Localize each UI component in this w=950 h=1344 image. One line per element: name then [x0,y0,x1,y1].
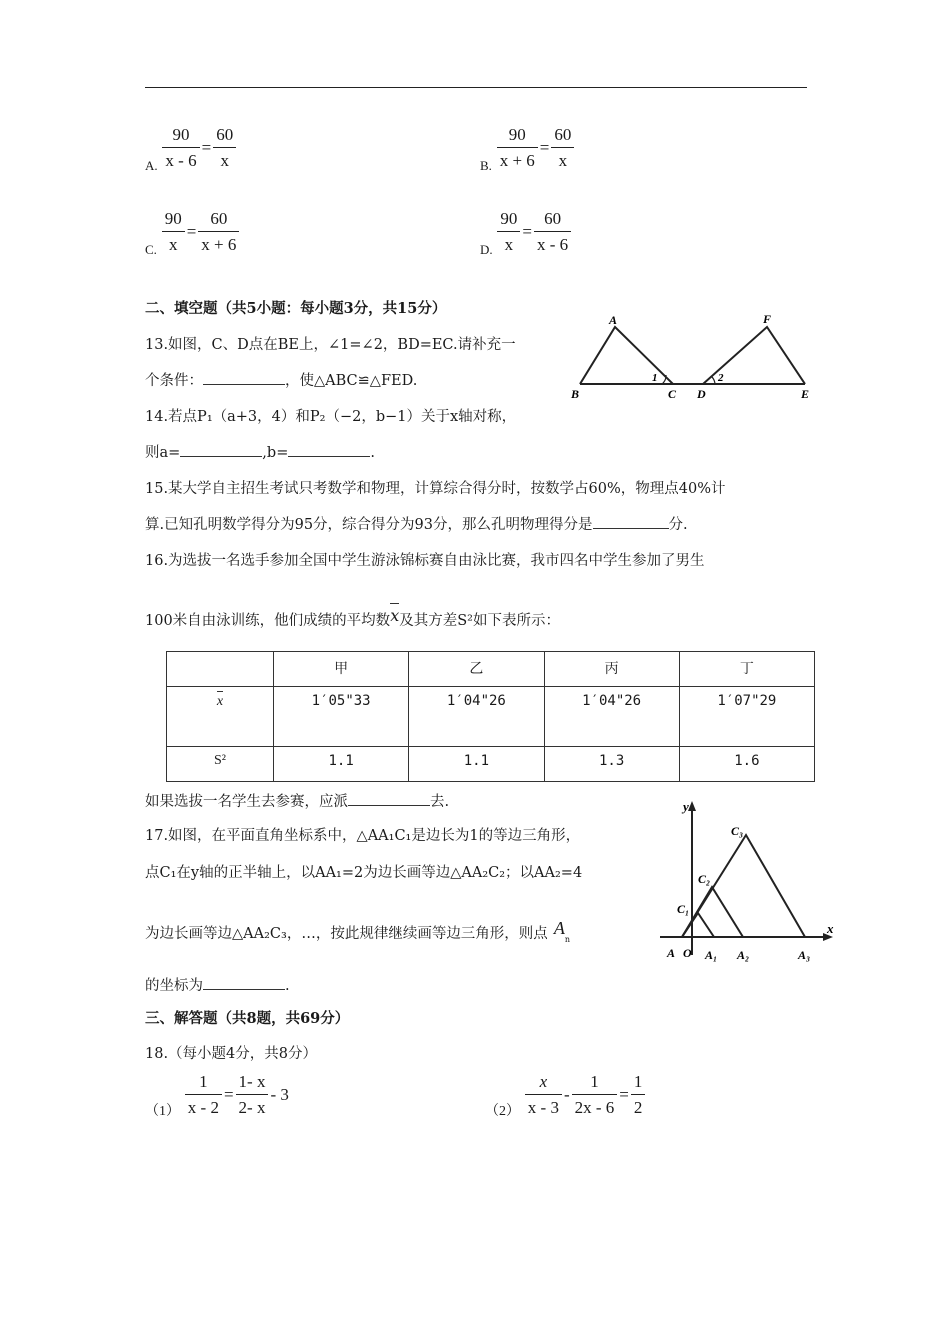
answer-blank[interactable] [593,514,669,529]
label-o: O [683,946,692,960]
q15-line2: 算.已知孔明数学得分为95分，综合得分为93分，那么孔明物理得分是 分. [145,513,688,534]
choice-c-label: C. [145,242,157,257]
label-c3: C₃ [731,824,744,838]
equals-sign: = [522,222,533,241]
table-row-variance [167,747,815,782]
q13-line2: 个条件： ，使△ABC≌△FED. [145,369,417,390]
label-a2: A₂ [737,948,750,962]
fraction: $\frac{60}{x}$ [213,125,236,171]
table-cell: 1.3 [544,747,679,782]
q16-line1: 16.为选拔一名选手参加全国中学生游泳锦标赛自由泳比赛，我市四名中学生参加了男生 [145,553,705,569]
q17-line1: 17.如图，在平面直角坐标系中，△AA₁C₁是边长为1的等边三角形， [145,828,581,844]
label-e: E [801,387,810,401]
q17-line4: 的坐标为 . [145,974,290,995]
triangle-abc [580,327,673,384]
label-x: x [827,921,834,936]
answer-blank-b[interactable] [288,442,370,457]
label-b: B [571,387,580,401]
q17-line2: 点C₁在y轴的正半轴上，以AA₁=2为边长画等边△AA₂C₂；以AA₂=4 [145,865,583,881]
section-3-title: 三、解答题（共8题，共69分） [145,1010,350,1027]
label-a: A [609,313,618,327]
fraction: $\frac{60}{x + 6}$ [198,209,239,255]
q14-line2: 则a= ,b= . [145,441,375,462]
q18-part2 [485,1072,645,1120]
fraction: $\frac{90}{x}$ [162,209,185,255]
fraction: $\frac{1}{2x - 6}$ [572,1072,618,1118]
label-a1: A₁ [705,948,718,962]
answer-blank[interactable] [203,975,285,990]
q18-title: 18.（每小题4分，共8分） [145,1046,318,1062]
table-cell: 1.1 [409,747,544,782]
tail-term: - 3 [270,1085,289,1104]
choice-b[interactable] [480,125,574,174]
label-angle-2: 2 [718,372,724,384]
table-row-label: S² [167,747,274,782]
triangle-aa1c1 [682,913,714,937]
equals-sign: = [539,138,550,157]
table-header-jia: 甲 [274,652,409,687]
label-f: F [763,312,772,326]
table-header-row [167,652,815,687]
table-row-mean [167,687,815,747]
fraction: $\frac{1}{x - 2}$ [185,1072,222,1118]
triangle-aa3c3 [682,835,805,937]
table-cell: 1.6 [679,747,814,782]
q15-line1: 15.某大学自主招生考试只考数学和物理，计算综合得分时，按数学占60%，物理点40%计 [145,481,726,497]
choice-c[interactable] [145,209,239,258]
q17-line3: 为边长画等边△AA₂C₃，…，按此规律继续画等边三角形，则点 $A_n$ [145,918,570,944]
q17-coordinate-figure [655,795,840,967]
y-axis-arrow [688,801,696,811]
label-c: C [668,387,677,401]
table-header-yi: 乙 [409,652,544,687]
choice-b-label: B. [480,158,492,173]
choice-a-label: A. [145,158,158,173]
equals-sign: = [201,138,212,157]
table-row-label: x [167,687,274,747]
fraction: $\frac{90}{x}$ [497,209,520,255]
fraction: $\frac{x}{x - 3}$ [525,1072,562,1118]
table-cell: 1′04"26 [544,687,679,747]
table-cell: 1.1 [274,747,409,782]
answer-blank[interactable] [348,791,430,806]
choice-d-label: D. [480,242,493,257]
q14-line1: 14.若点P₁（a+3，4）和P₂（−2，b−1）关于x轴对称， [145,409,517,425]
fraction: $\frac{60}{x - 6}$ [534,209,571,255]
answer-blank[interactable] [203,370,285,385]
table-cell [167,652,274,687]
header-rule [145,87,807,88]
fraction: $\frac{1- x}{2- x}$ [236,1072,269,1118]
label-y: y [683,799,689,814]
answer-blank-a[interactable] [180,442,262,457]
table-cell: 1′05"33 [274,687,409,747]
q18-part1 [145,1072,291,1120]
label-d: D [697,387,706,401]
equals-sign: = [619,1085,629,1104]
choice-d[interactable] [480,209,571,258]
angle-2-arc [711,376,715,384]
table-header-bing: 丙 [544,652,679,687]
q16-line2: 100米自由泳训练，他们成绩的平均数x及其方差S²如下表所示： [145,606,560,629]
label-a3: A₃ [798,948,811,962]
equals-sign: = [223,1085,234,1104]
q13-line1: 13.如图，C、D点在BE上，∠1=∠2，BD=EC.请补充一 [145,337,516,353]
table-cell: 1′04"26 [409,687,544,747]
mean-symbol: x [390,606,400,625]
fraction: $\frac{60}{x}$ [551,125,574,171]
q13-triangles-figure [565,305,825,410]
swim-results-table [166,651,815,782]
point-an: A [553,918,565,938]
fraction: $\frac{90}{x + 6}$ [497,125,538,171]
minus-sign: - [563,1085,570,1104]
fraction: $\frac{1}{2}$ [631,1072,646,1118]
equals-sign: = [186,222,197,241]
label-a: A [667,946,676,960]
table-header-ding: 丁 [679,652,814,687]
choice-a[interactable] [145,125,236,174]
label-angle-1: 1 [652,372,658,384]
label-c1: C₁ [677,902,690,916]
fraction: $\frac{90}{x - 6}$ [162,125,199,171]
section-2-title: 二、填空题（共5小题：每小题3分，共15分） [145,300,447,317]
part-label: （2） [485,1104,520,1119]
label-c2: C₂ [698,872,711,886]
part-label: （1） [145,1104,180,1119]
q16-after-table: 如果选拔一名学生去参赛，应派 去. [145,790,449,811]
table-cell: 1′07"29 [679,687,814,747]
